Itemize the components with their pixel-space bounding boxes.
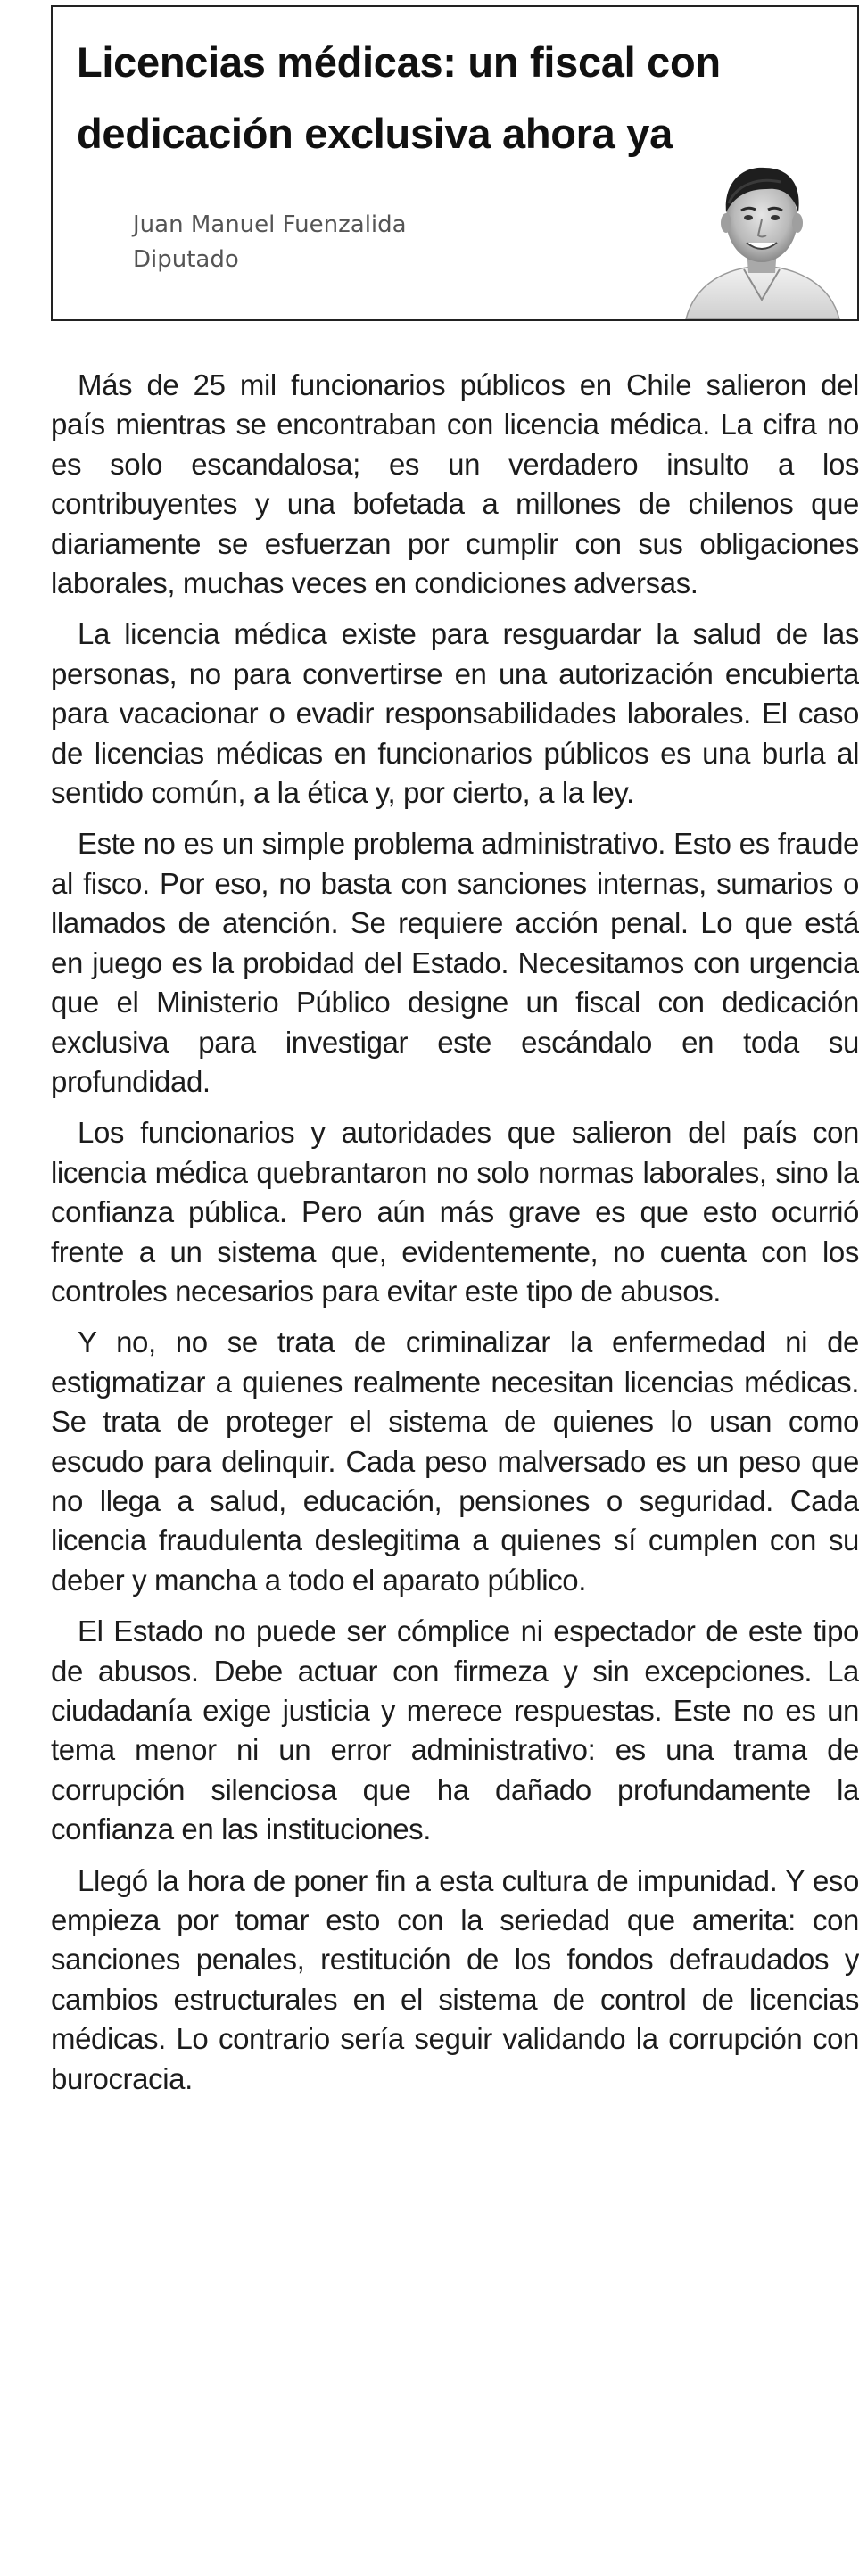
author-photo	[677, 150, 847, 319]
article-body	[51, 366, 859, 2110]
article-paragraph: Y no, no se trata de criminalizar la enfermedad ni de estigmatizar a quienes realmente necesitan licencias médicas. Se trata de proteger el sistema de quienes lo usan como escudo para delinquir. Cada peso malversado es un peso que no llega a salud, educación, pensiones o seguridad. Cada licencia fraudulenta deslegitima a quienes sí cumplen con su deber y mancha a todo el aparato público.	[51, 1325, 859, 1597]
article-header-box	[51, 5, 859, 321]
article-paragraph: El Estado no puede ser cómplice ni espectador de este tipo de abusos. Debe actuar con firmeza y sin excepciones. La ciudadanía exige justicia y merece respuestas. Este no es un tema menor ni un error administrativo: es una trama de corrupción silenciosa que ha dañado profundamente la confianza en las instituciones.	[51, 1614, 859, 1846]
article-paragraph: Los funcionarios y autoridades que salieron del país con licencia médica quebrantaron no solo normas laborales, sino la confianza pública. Pero aún más grave es que esto ocurrió frente a un sistema que, evidentemente, no cuenta con los controles necesarios para evitar este tipo de abusos.	[51, 1116, 859, 1308]
article-paragraph: Este no es un simple problema administrativo. Esto es fraude al fisco. Por eso, no basta con sanciones internas, sumarios o llamados de atención. Se requiere acción penal. Lo que está en juego es la probidad del Estado. Necesitamos con urgencia que el Ministerio Público designe un fiscal con dedicación exclusiva para investigar este escándalo en toda su profundidad.	[51, 827, 859, 1098]
article-paragraph: Más de 25 mil funcionarios públicos en Chile salieron del país mientras se encontraban con licencia médica. La cifra no es solo escandalosa; es un verdadero insulto a los contribuyentes y una bofetada a millones de chilenos que diariamente se esfuerzan por cumplir con sus obligaciones laborales, muchas veces en condiciones adversas.	[51, 368, 859, 600]
article-paragraph: La licencia médica existe para resguardar la salud de las personas, no para convertirse en una autorización encubierta para vacacionar o evadir responsabilidades laborales. El caso de licencias médicas en funcionarios públicos es una burla al sentido común, a la ética y, por cierto, a la ley.	[51, 617, 859, 810]
author-name: Juan Manuel Fuenzalida	[133, 211, 407, 238]
article-paragraph: Llegó la hora de poner fin a esta cultura de impunidad. Y eso empieza por tomar esto con la seriedad que amerita: con sanciones penales, restitución de los fondos defraudados y cambios estructurales en el sistema de control de licencias médicas. Lo contrario sería seguir validando la corrupción con burocracia.	[51, 1863, 859, 2095]
article-title: Licencias médicas: un fiscal con dedicación exclusiva ahora ya	[77, 38, 721, 157]
author-role: Diputado	[133, 246, 239, 273]
